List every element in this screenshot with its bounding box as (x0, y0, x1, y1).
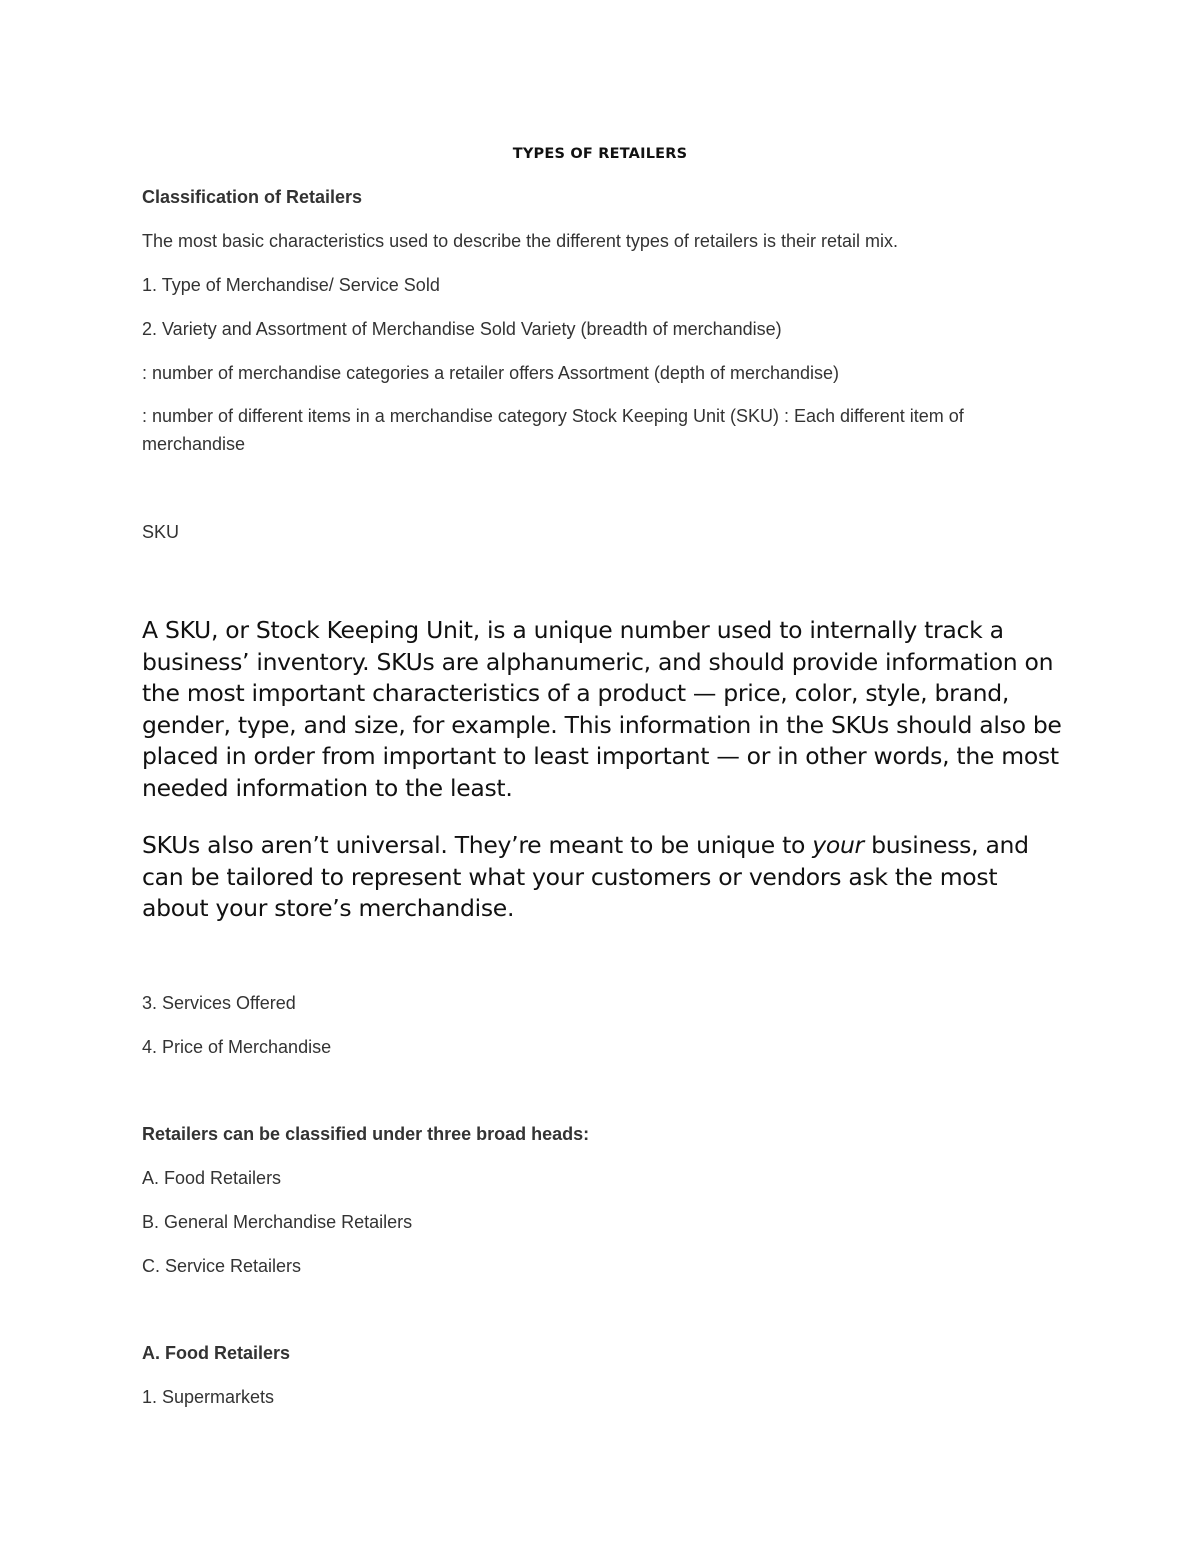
food-retailers-heading: A. Food Retailers (142, 1343, 291, 1363)
emphasis-text: your (812, 831, 864, 859)
list-item: 4. Price of Merchandise (142, 1037, 332, 1057)
text-run: business, and can be tailored to represent what your customers or vendors ask the most about your store’s merchandise. (142, 831, 1029, 923)
sku-paragraph: A SKU, or Stock Keeping Unit, is a unique number used to internally track a business’ inventory. SKUs are alphanumeric, and should provide information on the most important characteristics of a product — price, color, style, brand, gender, type, and size, for example. This information in the SKUs should also be placed in order from important to least important — or in other words, the most needed information to the least. (142, 616, 1062, 802)
sku-label: SKU (142, 522, 180, 542)
list-item: C. Service Retailers (142, 1256, 302, 1276)
list-item: 2. Variety and Assortment of Merchandise Sold Variety (breadth of merchandise) (142, 319, 782, 339)
list-item: 1. Supermarkets (142, 1387, 275, 1407)
text-run: SKUs also aren’t universal. They’re meant to be unique to (142, 831, 813, 859)
list-item: A. Food Retailers (142, 1168, 282, 1188)
sku-paragraph (142, 830, 1062, 925)
list-item: : number of merchandise categories a retailer offers Assortment (depth of merchandise) (142, 363, 840, 383)
document-title: TYPES OF RETAILERS (512, 146, 688, 162)
list-item: : number of different items in a merchandise category Stock Keeping Unit (SKU) : Each different item of merchandise (142, 406, 964, 454)
classification-heading: Classification of Retailers (142, 187, 363, 207)
intro-paragraph: The most basic characteristics used to describe the different types of retailers is their retail mix. (142, 231, 898, 251)
list-item: 3. Services Offered (142, 993, 296, 1013)
broad-heads-heading: Retailers can be classified under three broad heads: (142, 1124, 590, 1144)
list-item: 1. Type of Merchandise/ Service Sold (142, 275, 440, 295)
list-item: B. General Merchandise Retailers (142, 1212, 413, 1232)
